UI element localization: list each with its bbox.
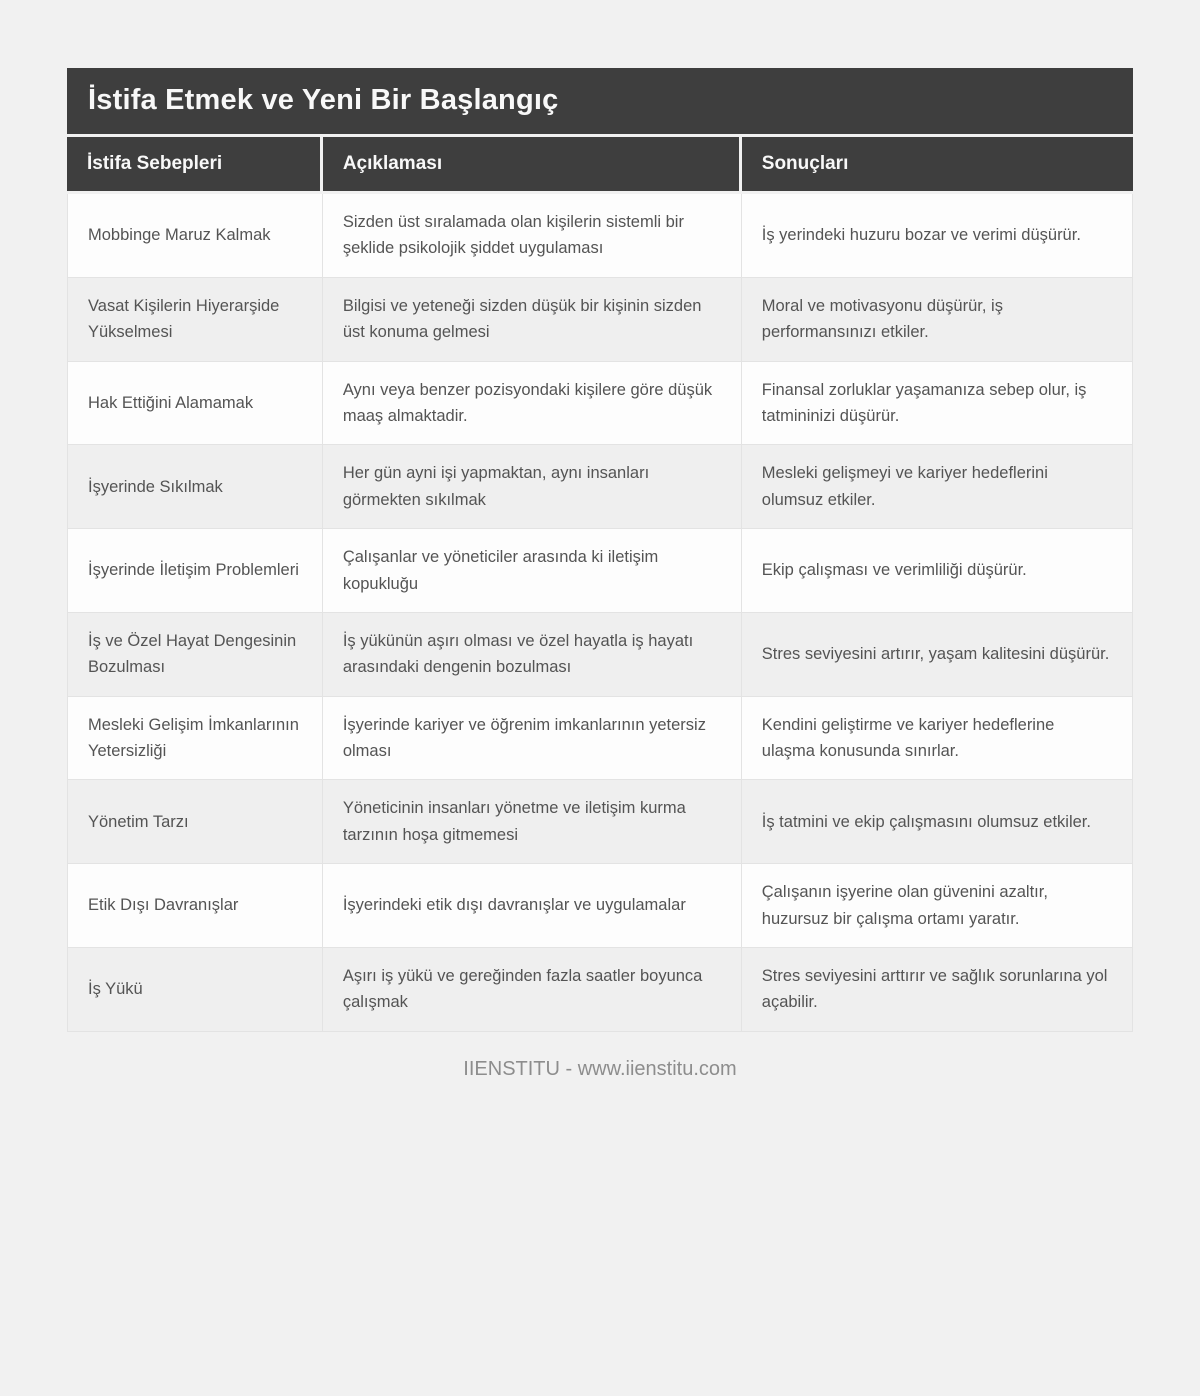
table-row: [67, 864, 1133, 948]
description-cell: Yöneticinin insanları yönetme ve iletişim kurma tarzının hoşa gitmemesi: [323, 780, 742, 864]
description-cell: Çalışanlar ve yöneticiler arasında ki iletişim kopukluğu: [323, 529, 742, 613]
column-header-reasons: İstifa Sebepleri: [67, 137, 323, 194]
column-header-results: Sonuçları: [742, 137, 1133, 194]
result-cell: Stres seviyesini arttırır ve sağlık sorunlarına yol açabilir.: [742, 948, 1133, 1032]
result-cell: İş tatmini ve ekip çalışmasını olumsuz etkiler.: [742, 780, 1133, 864]
reason-cell: Mobbinge Maruz Kalmak: [67, 194, 323, 278]
table-row: [67, 194, 1133, 278]
table-row: [67, 780, 1133, 864]
table-header: [67, 137, 1133, 194]
description-cell: İşyerinde kariyer ve öğrenim imkanlarının yetersiz olması: [323, 697, 742, 781]
result-cell: Moral ve motivasyonu düşürür, iş performansınızı etkiler.: [742, 278, 1133, 362]
result-cell: Kendini geliştirme ve kariyer hedeflerine ulaşma konusunda sınırlar.: [742, 697, 1133, 781]
result-cell: Stres seviyesini artırır, yaşam kalitesini düşürür.: [742, 613, 1133, 697]
description-cell: İşyerindeki etik dışı davranışlar ve uygulamalar: [323, 864, 742, 948]
reason-cell: İş ve Özel Hayat Dengesinin Bozulması: [67, 613, 323, 697]
header-row: [67, 137, 1133, 194]
reason-cell: Hak Ettiğini Alamamak: [67, 362, 323, 446]
description-cell: Aşırı iş yükü ve gereğinden fazla saatler boyunca çalışmak: [323, 948, 742, 1032]
reason-cell: İşyerinde Sıkılmak: [67, 445, 323, 529]
description-cell: Bilgisi ve yeteneği sizden düşük bir kişinin sizden üst konuma gelmesi: [323, 278, 742, 362]
resignation-table: [67, 137, 1133, 1032]
reason-cell: İş Yükü: [67, 948, 323, 1032]
reason-cell: Mesleki Gelişim İmkanlarının Yetersizliği: [67, 697, 323, 781]
description-cell: İş yükünün aşırı olması ve özel hayatla iş hayatı arasındaki dengenin bozulması: [323, 613, 742, 697]
column-header-description: Açıklaması: [323, 137, 742, 194]
table-row: [67, 278, 1133, 362]
reason-cell: Etik Dışı Davranışlar: [67, 864, 323, 948]
reason-cell: Vasat Kişilerin Hiyerarşide Yükselmesi: [67, 278, 323, 362]
reason-cell: İşyerinde İletişim Problemleri: [67, 529, 323, 613]
table-row: [67, 948, 1133, 1032]
description-cell: Aynı veya benzer pozisyondaki kişilere göre düşük maaş almaktadir.: [323, 362, 742, 446]
result-cell: Mesleki gelişmeyi ve kariyer hedeflerini olumsuz etkiler.: [742, 445, 1133, 529]
description-cell: Sizden üst sıralamada olan kişilerin sistemli bir şeklide psikolojik şiddet uygulaması: [323, 194, 742, 278]
table-row: [67, 697, 1133, 781]
result-cell: Ekip çalışması ve verimliliği düşürür.: [742, 529, 1133, 613]
table-row: [67, 445, 1133, 529]
table-row: [67, 613, 1133, 697]
table-row: [67, 529, 1133, 613]
result-cell: Çalışanın işyerine olan güvenini azaltır, huzursuz bir çalışma ortamı yaratır.: [742, 864, 1133, 948]
description-cell: Her gün ayni işi yapmaktan, aynı insanları görmekten sıkılmak: [323, 445, 742, 529]
footer-credit: IIENSTITU - www.iienstitu.com: [463, 1057, 737, 1080]
table-row: [67, 362, 1133, 446]
table-body: [67, 194, 1133, 1032]
result-cell: Finansal zorluklar yaşamanıza sebep olur, iş tatmininizi düşürür.: [742, 362, 1133, 446]
content-card: [67, 68, 1133, 1032]
reason-cell: Yönetim Tarzı: [67, 780, 323, 864]
page-title: İstifa Etmek ve Yeni Bir Başlangıç: [67, 68, 1133, 134]
result-cell: İş yerindeki huzuru bozar ve verimi düşürür.: [742, 194, 1133, 278]
